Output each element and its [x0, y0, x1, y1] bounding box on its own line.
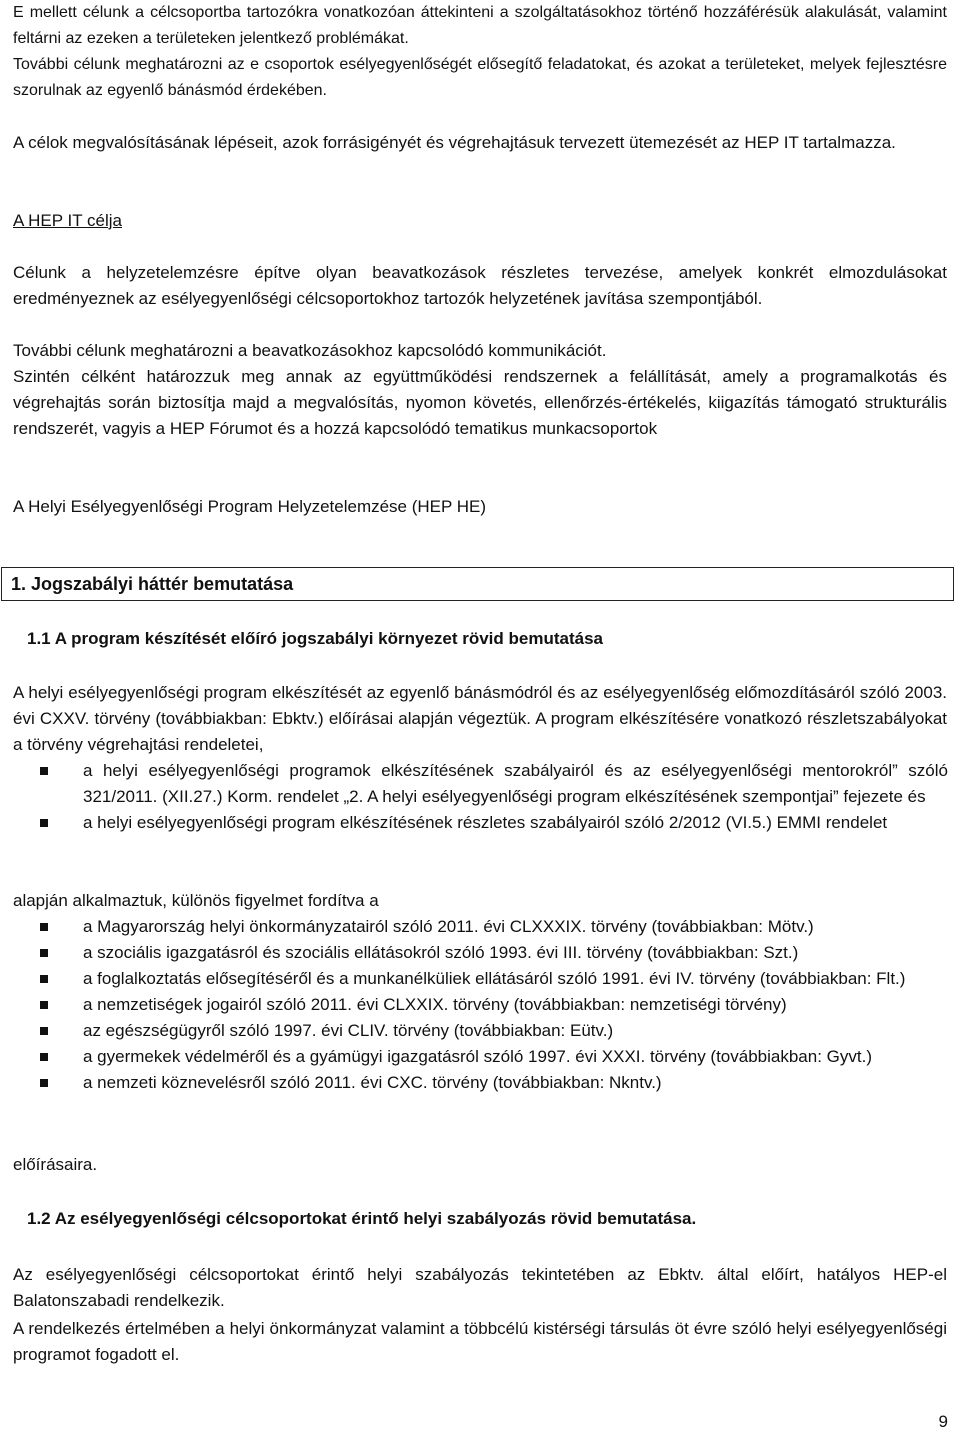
regulation-list-2: [0, 914, 948, 1096]
square-bullet-icon: [40, 1001, 48, 1009]
square-bullet-icon: [40, 819, 48, 827]
section-heading-box: [1, 567, 954, 601]
subsection-1-2-heading: 1.2 Az esélyegyenlőségi célcsoportokat érintő helyi szabályozás rövid bemutatása.: [27, 1209, 697, 1228]
list-item: a gyermekek védelméről és a gyámügyi igazgatásról szóló 1997. évi XXXI. törvény (továbbiakban: Gyvt.): [0, 1044, 948, 1070]
square-bullet-icon: [40, 1053, 48, 1061]
hep-he-title: A Helyi Esélyegyenlőségi Program Helyzetelemzése (HEP HE): [13, 497, 487, 516]
hep-it-paragraph-3: Szintén célként határozzuk meg annak az együttműködési rendszernek a felállítását, amely a programalkotás és végrehajtás során biztosítja majd a megvalósítás, nyomon követés, ellenőrzés-értékelés, kiigazítás támogató strukturális rendszerét, vagyis a HEP Fórumot és a hozzá kapcsolódó tematikus munkacsoportok: [13, 367, 947, 438]
subsection-1-1-heading: 1.1 A program készítését előíró jogszabályi környezet rövid bemutatása: [27, 629, 603, 648]
hep-it-paragraph-1: Célunk a helyzetelemzésre építve olyan beavatkozások részletes tervezése, amelyek konkrét elmozdulásokat eredményeznek az esélyegyenlőségi célcsoportokhoz tartozók helyzetének javítása szempontjából.: [13, 263, 947, 308]
square-bullet-icon: [40, 949, 48, 957]
square-bullet-icon: [40, 1027, 48, 1035]
list-item: az egészségügyről szóló 1997. évi CLIV. törvény (továbbiakban: Eütv.): [0, 1018, 948, 1044]
section-1-1-paragraph-1: A helyi esélyegyenlőségi program elkészítését az egyenlő bánásmódról és az esélyegyenlőség előmozdításáról szóló 2003. évi CXXV. törvény (továbbiakban: Ebktv.) előírásai alapján végeztük. A program elkészítésére vonatkozó részletszabályokat a törvény végrehajtási rendeletei,: [13, 683, 947, 754]
regulation-list-1: [0, 758, 948, 836]
section-1-2-paragraph-2: A rendelkezés értelmében a helyi önkormányzat valamint a többcélú kistérségi társulás öt évre szóló helyi esélyegyenlőségi programot fogadott el.: [13, 1319, 947, 1364]
square-bullet-icon: [40, 767, 48, 775]
section-1-heading: 1. Jogszabályi háttér bemutatása: [11, 574, 294, 594]
section-1-1-paragraph-2: alapján alkalmaztuk, különös figyelmet fordítva a: [13, 891, 379, 910]
list-item: a foglalkoztatás elősegítéséről és a munkanélküliek ellátásáról szóló 1991. évi IV. törvény (továbbiakban: Flt.): [0, 966, 948, 992]
square-bullet-icon: [40, 1079, 48, 1087]
intro-paragraph-2: További célunk meghatározni az e csoportok esélyegyenlőségét elősegítő feladatokat, és azokat a területeket, melyek fejlesztésre szorulnak az egyenlő bánásmód érdekében.: [13, 56, 947, 99]
intro-paragraph-1: E mellett célunk a célcsoportba tartozókra vonatkozóan áttekinteni a szolgáltatásokhoz történő hozzáférésük alakulását, valamint feltárni az ezeken a területeken jelentkező problémákat.: [13, 4, 947, 47]
page-number: 9: [938, 1412, 948, 1431]
list-item: a Magyarország helyi önkormányzatairól szóló 2011. évi CLXXXIX. törvény (továbbiakban: Mötv.): [0, 914, 948, 940]
square-bullet-icon: [40, 975, 48, 983]
intro-paragraph-3: A célok megvalósításának lépéseit, azok forrásigényét és végrehajtásuk tervezett ütemezését az HEP IT tartalmazza.: [13, 133, 896, 152]
list-item: a szociális igazgatásról és szociális ellátásokról szóló 1993. évi III. törvény (továbbiakban: Szt.): [0, 940, 948, 966]
hep-it-paragraph-2: További célunk meghatározni a beavatkozásokhoz kapcsolódó kommunikációt.: [13, 341, 607, 360]
list-item: a helyi esélyegyenlőségi program elkészítésének részletes szabályairól szóló 2/2012 (VI.5.) EMMI rendelet: [0, 810, 948, 836]
list-item: a helyi esélyegyenlőségi programok elkészítésének szabályairól és az esélyegyenlőségi mentorokról” szóló 321/2011. (XII.27.) Korm. rendelet „2. A helyi esélyegyenlőségi program elkészítésének szempontjai” fejezete és: [0, 758, 948, 810]
section-1-1-paragraph-3: előírásaira.: [13, 1155, 98, 1174]
list-item: a nemzetiségek jogairól szóló 2011. évi CLXXIX. törvény (továbbiakban: nemzetiségi törvény): [0, 992, 948, 1018]
square-bullet-icon: [40, 923, 48, 931]
list-item: a nemzeti köznevelésről szóló 2011. évi CXC. törvény (továbbiakban: Nkntv.): [0, 1070, 948, 1096]
section-1-2-paragraph-1: Az esélyegyenlőségi célcsoportokat érintő helyi szabályozás tekintetében az Ebktv. által előírt, hatályos HEP-el Balatonszabadi rendelkezik.: [13, 1265, 947, 1310]
hep-it-title: A HEP IT célja: [13, 211, 122, 230]
